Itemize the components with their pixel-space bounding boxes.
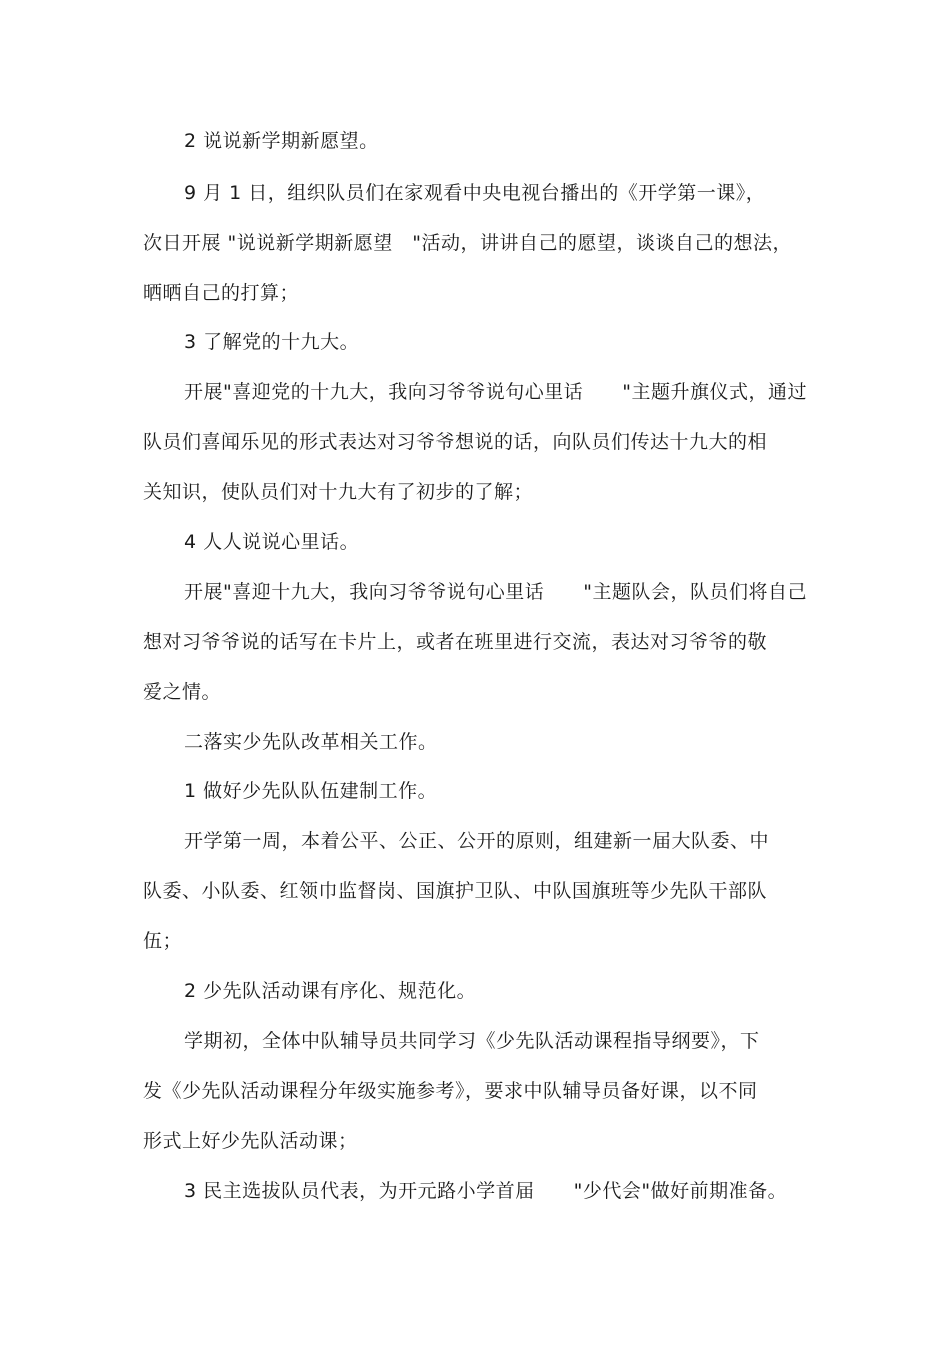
- heading-team-organization: 1 做好少先队队伍建制工作。: [184, 780, 438, 802]
- paragraph-line: 队委、小队委、红领巾监督岗、国旗护卫队、中队国旗班等少先队干部队: [143, 880, 768, 902]
- paragraph-line: 伍；: [143, 930, 183, 952]
- heading-speak-from-heart: 4 人人说说心里话。: [184, 531, 360, 553]
- section-heading-reform: 二落实少先队改革相关工作。: [184, 731, 438, 753]
- paragraph-line: 开学第一周，本着公平、公正、公开的原则，组建新一届大队委、中: [184, 830, 770, 852]
- paragraph-line: 学期初，全体中队辅导员共同学习《少先队活动课程指导纲要》，下: [184, 1030, 760, 1052]
- paragraph-line: 发《少先队活动课程分年级实施参考》，要求中队辅导员备好课，以不同: [143, 1080, 758, 1102]
- paragraph-line: 次日开展 "说说新学期新愿望 "活动，讲讲自己的愿望，谈谈自己的想法，: [143, 232, 793, 254]
- paragraph-line: 关知识，使队员们对十九大有了初步的了解；: [143, 481, 534, 503]
- heading-democratic-election: 3 民主选拔队员代表，为开元路小学首届 "少代会"做好前期准备。: [184, 1180, 788, 1202]
- heading-new-semester-wishes: 2 说说新学期新愿望。: [184, 130, 379, 152]
- heading-activity-class: 2 少先队活动课有序化、规范化。: [184, 980, 477, 1002]
- paragraph-line: 开展"喜迎党的十九大，我向习爷爷说句心里话 "主题升旗仪式，通过: [184, 381, 807, 403]
- paragraph-line: 爱之情。: [143, 681, 222, 703]
- paragraph-line: 想对习爷爷说的话写在卡片上，或者在班里进行交流，表达对习爷爷的敬: [143, 631, 768, 653]
- paragraph-line: 9 月 1 日，组织队员们在家观看中央电视台播出的《开学第一课》，: [184, 182, 766, 204]
- paragraph-line: 开展"喜迎十九大，我向习爷爷说句心里话 "主题队会，队员们将自己: [184, 581, 807, 603]
- paragraph-line: 队员们喜闻乐见的形式表达对习爷爷想说的话，向队员们传达十九大的相: [143, 431, 768, 453]
- paragraph-line: 晒晒自己的打算；: [143, 282, 300, 304]
- heading-learn-nineteenth-congress: 3 了解党的十九大。: [184, 331, 360, 353]
- paragraph-line: 形式上好少先队活动课；: [143, 1130, 358, 1152]
